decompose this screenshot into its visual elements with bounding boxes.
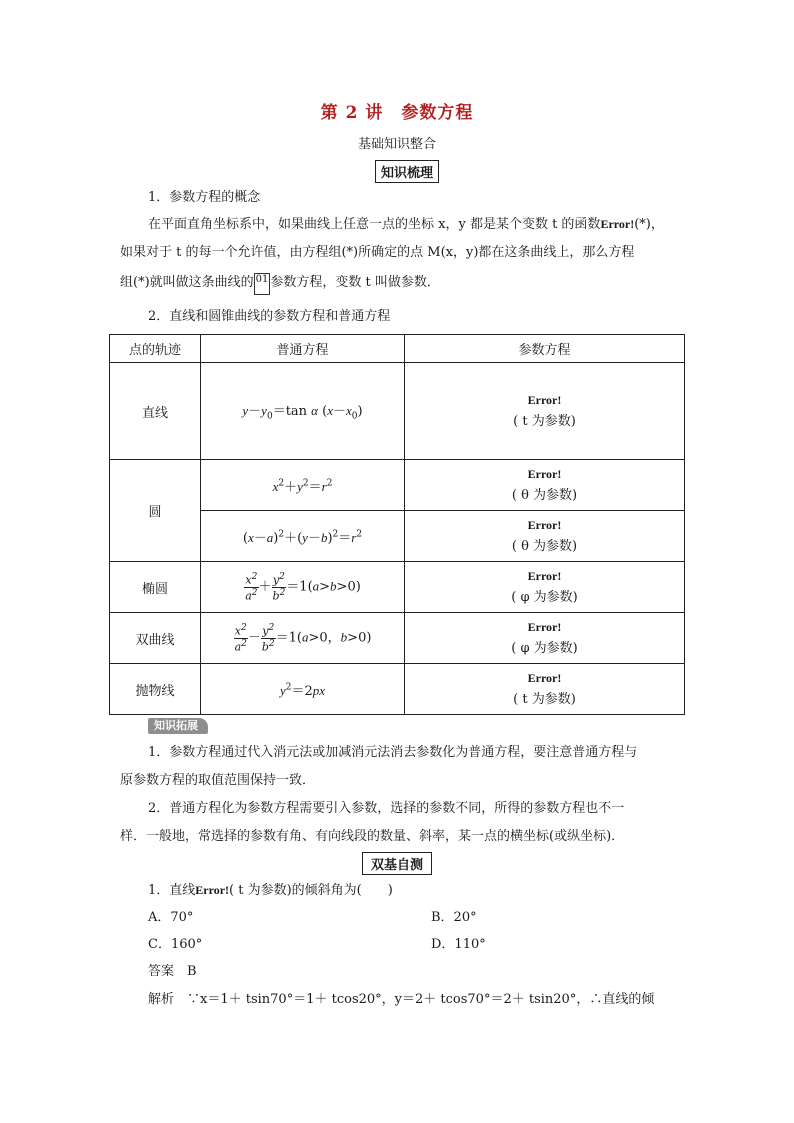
- param-note: ( θ 为参数): [511, 539, 578, 554]
- concept-text-d: 参数方程，变数 t 叫做参数．: [270, 275, 440, 290]
- table-row: [110, 613, 685, 664]
- extension-paragraph-2: 2．普通方程化为参数方程需要引入参数，选择的参数不同，所得的参数方程也不一: [148, 801, 625, 816]
- table-header-cell: 普通方程: [201, 335, 405, 363]
- row-param-eq: [405, 664, 685, 715]
- param-error-placeholder: Error!: [527, 467, 562, 481]
- question-1: [148, 880, 708, 901]
- concept-heading: 1．参数方程的概念: [148, 190, 261, 205]
- param-note: ( φ 为参数): [511, 590, 578, 605]
- table-header-cell: 参数方程: [405, 335, 685, 363]
- question-text-a: 1．直线: [148, 883, 196, 898]
- option-a: A．70°: [148, 910, 194, 925]
- param-error-placeholder: Error!: [527, 518, 562, 532]
- param-note: ( t 为参数): [513, 692, 576, 707]
- row-name: 抛物线: [110, 664, 201, 715]
- extension-paragraph-2-cont: 样．一般地，常选择的参数有角、有向线段的数量、斜率，某一点的横坐标(或纵坐标)．: [120, 829, 625, 844]
- row-param-eq: [405, 613, 685, 664]
- answer-mark-01: 01: [254, 273, 271, 295]
- row-param-eq: [405, 511, 685, 562]
- extension-paragraph-1-cont: 原参数方程的取值范围保持一致．: [120, 773, 316, 788]
- param-error-placeholder: Error!: [527, 393, 562, 407]
- page-subtitle: 基础知识整合: [357, 137, 436, 152]
- param-error-placeholder: Error!: [527, 569, 562, 583]
- param-error-placeholder: Error!: [527, 620, 562, 634]
- equation-table: [109, 334, 685, 715]
- concept-text-a: 在平面直角坐标系中，如果曲线上任意一点的坐标 x，y 都是某个变数 t 的函数: [148, 217, 601, 232]
- row-normal-eq: $(x-a)^2+(y-b)^2=r^2$: [201, 511, 405, 562]
- question-error-placeholder: Error!: [195, 883, 230, 897]
- extension-tag: 知识拓展: [148, 718, 208, 734]
- row-normal-eq: $\frac{x^2}{a^2}$ － $\frac{y^2}{b^2}$ ＝1(a>0，b>0): [201, 613, 405, 664]
- concept-text-c: 组(*)就叫做这条曲线的: [120, 275, 254, 290]
- table-row: [110, 460, 685, 511]
- option-c: C．160°: [148, 937, 203, 952]
- param-note: ( φ 为参数): [511, 641, 578, 656]
- concept-paragraph-line-1: [148, 214, 708, 235]
- row-param-eq: [405, 363, 685, 460]
- table-row: [110, 363, 685, 460]
- concept-text-b: (*)，: [634, 217, 664, 232]
- table-header-row: [110, 335, 685, 363]
- table-section-heading: 2．直线和圆锥曲线的参数方程和普通方程: [148, 309, 391, 324]
- param-note: ( t 为参数): [513, 414, 576, 429]
- row-param-eq: [405, 460, 685, 511]
- row-name: 直线: [110, 363, 201, 460]
- option-d: D．110°: [431, 937, 486, 952]
- option-b: B．20°: [431, 910, 477, 925]
- table-row: [110, 562, 685, 613]
- section-heading-selftest: 双基自测: [362, 852, 432, 875]
- page-title: 第 2 讲 参数方程: [320, 103, 474, 123]
- row-normal-eq: $y^2=2px$: [201, 664, 405, 715]
- question-text-b: ( t 为参数)的倾斜角为( ): [229, 883, 393, 898]
- row-normal-eq: $y-y_0=\tan$ α $(x-x_0)$: [201, 363, 405, 460]
- concept-paragraph-line-2: 如果对于 t 的每一个允许值，由方程组(*)所确定的点 M(x，y)都在这条曲线上，那么方程: [120, 245, 635, 260]
- row-name: 双曲线: [110, 613, 201, 664]
- concept-paragraph-line-3: [120, 273, 680, 295]
- table-row: [110, 664, 685, 715]
- answer-line: 答案 B: [148, 964, 197, 979]
- extension-paragraph-1: 1．参数方程通过代入消元法或加减消元法消去参数化为普通方程，要注意普通方程与: [148, 745, 638, 760]
- row-normal-eq: $x^2+y^2=r^2$: [201, 460, 405, 511]
- row-name: 圆: [110, 460, 201, 562]
- analysis-line: 解析 ∵x＝1＋ tsin70°＝1＋ tcos20°，y＝2＋ tcos70°＝2＋ tsin20°，∴直线的倾: [148, 992, 655, 1007]
- table-header-cell: 点的轨迹: [110, 335, 201, 363]
- param-note: ( θ 为参数): [511, 488, 578, 503]
- concept-error-placeholder: Error!: [600, 217, 635, 231]
- row-param-eq: [405, 562, 685, 613]
- section-heading-knowledge: 知识梳理: [375, 160, 439, 183]
- row-normal-eq: $\frac{x^2}{a^2}$ ＋ $\frac{y^2}{b^2}$ ＝1(a>b>0): [201, 562, 405, 613]
- param-error-placeholder: Error!: [527, 671, 562, 685]
- row-name: 椭圆: [110, 562, 201, 613]
